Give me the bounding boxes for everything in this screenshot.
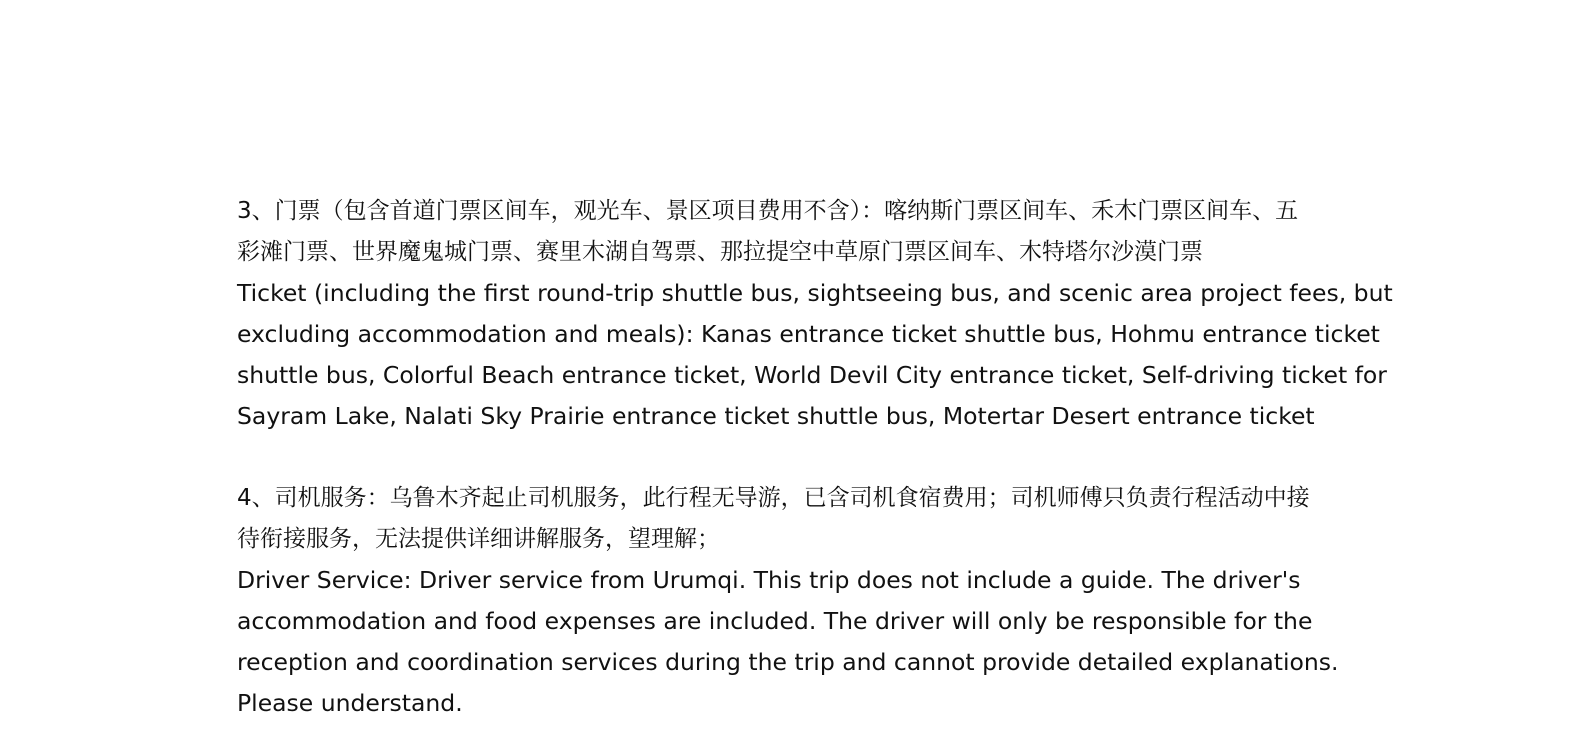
section-driver-service xyxy=(237,478,1347,724)
tickets-en-line-1: Ticket (including the first round-trip shuttle bus, sightseeing bus, and scenic area project fees, but xyxy=(237,279,1393,307)
tickets-en-line-3: shuttle bus, Colorful Beach entrance ticket, World Devil City entrance ticket, Self-driving ticket for xyxy=(237,361,1387,389)
driver-en-line-2: accommodation and food expenses are included. The driver will only be responsible for the xyxy=(237,607,1313,635)
driver-en-line-3: reception and coordination services during the trip and cannot provide detailed explanations. xyxy=(237,648,1339,676)
driver-zh-line-1: 4、司机服务：乌鲁木齐起止司机服务，此行程无导游，已含司机食宿费用；司机师傅只负责行程活动中接 xyxy=(237,485,1310,511)
document-content xyxy=(237,191,1393,724)
driver-en-line-4: Please understand. xyxy=(237,689,463,717)
tickets-en-line-2: excluding accommodation and meals): Kanas entrance ticket shuttle bus, Hohmu entrance ticket xyxy=(237,320,1380,348)
tickets-zh-line-1: 3、门票（包含首道门票区间车，观光车、景区项目费用不含）：喀纳斯门票区间车、禾木门票区间车、五 xyxy=(237,198,1299,224)
section-tickets xyxy=(237,191,1393,437)
driver-en-line-1: Driver Service: Driver service from Urumqi. This trip does not include a guide. The driver's xyxy=(237,566,1301,594)
driver-zh-line-2: 待衔接服务，无法提供详细讲解服务，望理解； xyxy=(237,526,720,552)
tickets-en-line-4: Sayram Lake, Nalati Sky Prairie entrance ticket shuttle bus, Motertar Desert entrance ticket xyxy=(237,402,1315,430)
tickets-zh-line-2: 彩滩门票、世界魔鬼城门票、赛里木湖自驾票、那拉提空中草原门票区间车、木特塔尔沙漠门票 xyxy=(237,239,1203,265)
